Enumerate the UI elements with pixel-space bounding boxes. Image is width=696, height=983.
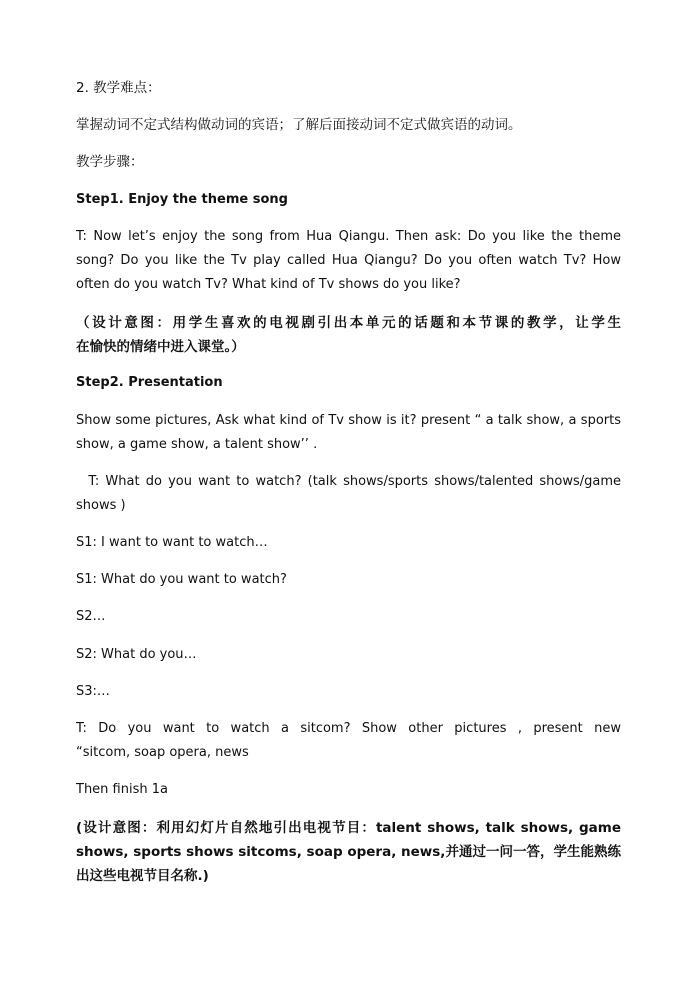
difficulty-text: 掌握动词不定式结构做动词的宾语；了解后面接动词不定式做宾语的动词。 — [76, 117, 522, 133]
step1-title: Step1. Enjoy the theme song — [76, 192, 288, 207]
step2-title: Step2. Presentation — [76, 375, 223, 390]
intent-line: shows, sports shows sitcoms, soap opera, news,并通过一问一答，学生能熟练 — [76, 844, 621, 860]
intent-line: （设计意图：用学生喜欢的电视剧引出本单元的话题和本节课的教学，让学生 — [76, 315, 621, 331]
finish-instruction: Then finish 1a — [76, 782, 168, 797]
intent-line: 出这些电视节目名称.) — [76, 868, 209, 884]
dialogue-line: S2… — [76, 609, 106, 624]
dialogue-line: S3:… — [76, 684, 110, 699]
step1-paragraph — [76, 225, 621, 297]
paragraph-line: Show some pictures, Ask what kind of Tv show is it? present “ a talk show, a sports — [76, 413, 621, 428]
paragraph-line: T: Now let’s enjoy the song from Hua Qiangu. Then ask: Do you like the theme — [76, 229, 621, 244]
steps-heading: 教学步骤： — [76, 154, 144, 170]
paragraph-line: often do you watch Tv? What kind of Tv shows do you like? — [76, 277, 461, 292]
step2-paragraph-3 — [76, 717, 621, 765]
paragraph-line: “sitcom, soap opera, news — [76, 745, 249, 760]
intent-line: 在愉快的情绪中进入课堂。） — [76, 339, 245, 355]
step1-design-intent — [76, 311, 621, 359]
dialogue-line: S1: What do you want to watch? — [76, 572, 287, 587]
step2-design-intent — [76, 816, 621, 888]
paragraph-line: T: What do you want to watch? (talk shows/sports shows/talented shows/game — [76, 474, 621, 489]
paragraph-line: T: Do you want to watch a sitcom? Show other pictures , present new — [76, 721, 621, 736]
dialogue-line: S2: What do you… — [76, 647, 197, 662]
step2-paragraph-2 — [76, 470, 621, 518]
paragraph-line: shows ) — [76, 498, 126, 513]
paragraph-line: show, a game show, a talent show’’ . — [76, 437, 318, 452]
intent-line: (设计意图：利用幻灯片自然地引出电视节目：talent shows, talk shows, game — [76, 820, 621, 836]
difficulty-heading: 2. 教学难点： — [76, 80, 161, 96]
step2-paragraph-1 — [76, 409, 621, 457]
paragraph-line: song? Do you like the Tv play called Hua Qiangu? Do you often watch Tv? How — [76, 253, 621, 268]
dialogue-line: S1: I want to want to watch… — [76, 535, 268, 550]
